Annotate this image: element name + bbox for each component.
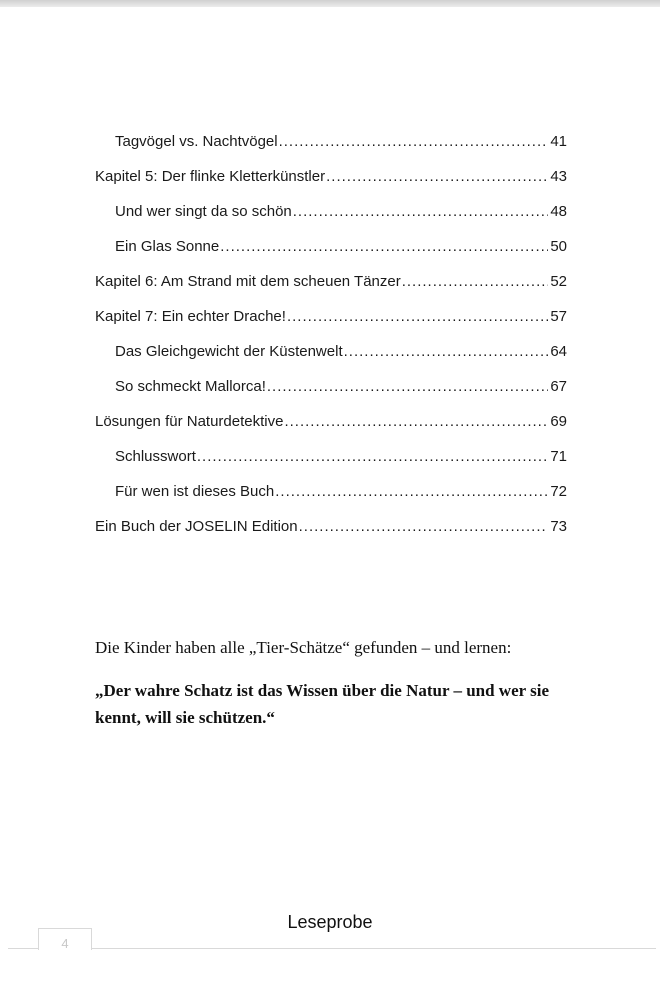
toc-entry[interactable] (95, 445, 567, 480)
toc-entry-title: Für wen ist dieses Buch (115, 483, 275, 500)
toc-dot-leader (279, 130, 549, 154)
toc-entry-page: 41 (550, 133, 567, 150)
toc-dot-leader (267, 375, 548, 399)
footer-label: Leseprobe (287, 912, 373, 932)
toc-entry[interactable] (95, 130, 567, 165)
toc-entry-title: Lösungen für Naturdetektive (95, 413, 284, 430)
toc-entry[interactable] (95, 410, 567, 445)
toc-dot-leader (220, 235, 548, 259)
toc-dot-leader (287, 305, 548, 329)
body-text (95, 636, 575, 731)
toc-entry[interactable] (95, 375, 567, 410)
toc-entry-title: Kapitel 5: Der flinke Kletterkünstler (95, 168, 326, 185)
toc-dot-leader (293, 200, 549, 224)
toc-entry-page: 50 (550, 238, 567, 255)
toc-entry[interactable] (95, 200, 567, 235)
toc-dot-leader (344, 340, 549, 364)
toc-entry[interactable] (95, 235, 567, 270)
toc-entry-title: Kapitel 6: Am Strand mit dem scheuen Tänzer (95, 273, 401, 290)
toc-entry-page: 43 (550, 168, 567, 185)
toc-entry-page: 69 (550, 413, 567, 430)
toc-entry[interactable] (95, 270, 567, 305)
toc-entry-title: Kapitel 7: Ein echter Drache! (95, 308, 286, 325)
toc-entry[interactable] (95, 480, 567, 515)
toc-dot-leader (284, 410, 548, 434)
toc-entry-page: 73 (550, 518, 567, 535)
quote-paragraph: „Der wahre Schatz ist das Wissen über die Natur – und wer sie kennt, will sie schützen.“ (95, 681, 550, 727)
toc-entry-title: Schlusswort (115, 448, 196, 465)
toc-entry[interactable] (95, 515, 567, 550)
footer-divider (8, 948, 656, 949)
toc-entry-page: 67 (550, 378, 567, 395)
toc-entry[interactable] (95, 165, 567, 200)
toc-entry-title: Das Gleichgewicht der Küstenwelt (115, 343, 343, 360)
toc-dot-leader (275, 480, 548, 504)
toc-entry-page: 57 (550, 308, 567, 325)
top-border (0, 0, 660, 7)
table-of-contents (95, 130, 567, 550)
toc-entry-page: 48 (550, 203, 567, 220)
toc-entry-page: 64 (550, 343, 567, 360)
toc-entry-title: Ein Glas Sonne (115, 238, 220, 255)
toc-entry-page: 71 (550, 448, 567, 465)
toc-entry-title: Tagvögel vs. Nachtvögel (115, 133, 278, 150)
toc-entry[interactable] (95, 305, 567, 340)
toc-entry-page: 72 (550, 483, 567, 500)
toc-dot-leader (326, 165, 548, 189)
intro-paragraph: Die Kinder haben alle „Tier-Schätze“ gefunden – und lernen: (95, 638, 512, 657)
toc-dot-leader (402, 270, 549, 294)
toc-entry-title: So schmeckt Mallorca! (115, 378, 266, 395)
toc-dot-leader (299, 515, 549, 539)
toc-dot-leader (197, 445, 548, 469)
toc-entry[interactable] (95, 340, 567, 375)
toc-entry-page: 52 (550, 273, 567, 290)
toc-entry-title: Ein Buch der JOSELIN Edition (95, 518, 298, 535)
toc-entry-title: Und wer singt da so schön (115, 203, 292, 220)
page-number: 4 (38, 928, 92, 950)
